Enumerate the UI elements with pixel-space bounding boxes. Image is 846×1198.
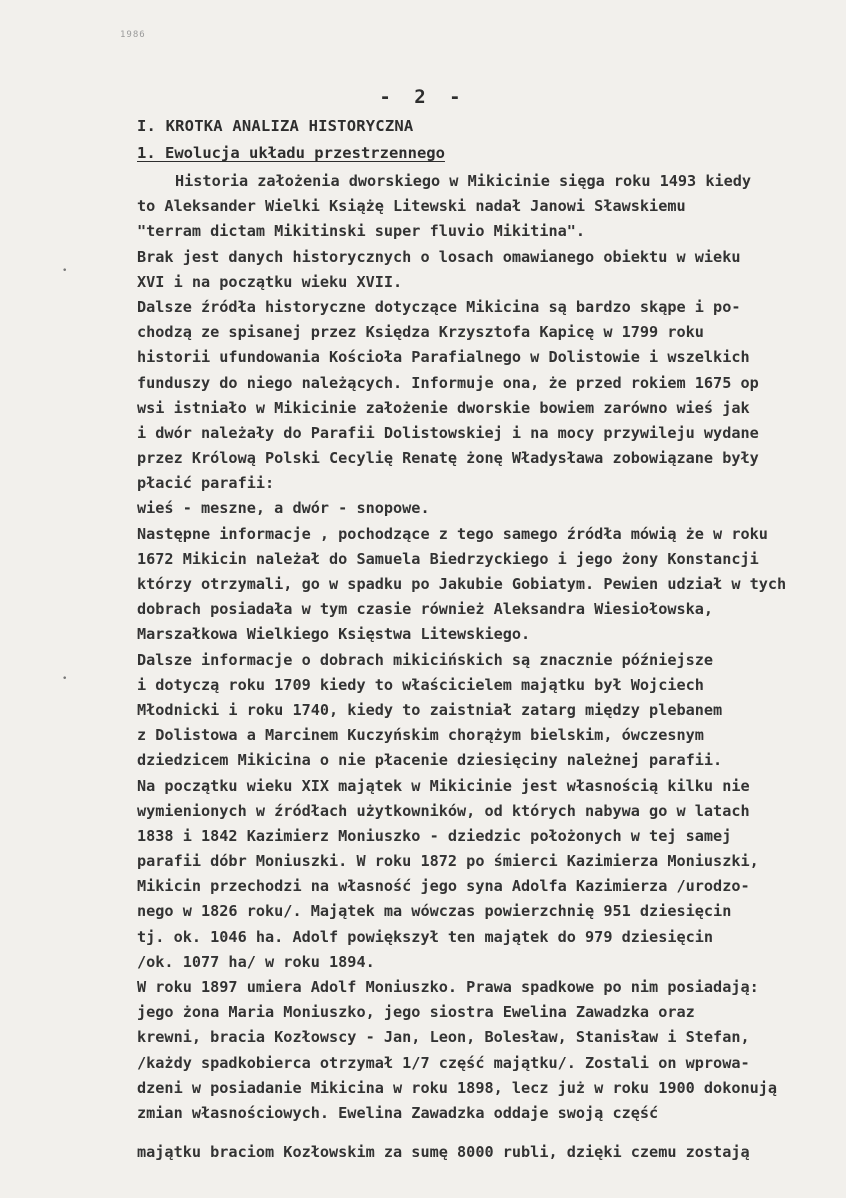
text-line: z Dolistowa a Marcinem Kuczyńskim chorążym bielskim, ówczesnym xyxy=(137,726,704,745)
margin-dot: • xyxy=(62,266,68,276)
text-line: 1838 i 1842 Kazimierz Moniuszko - dziedzic położonych w tej samej xyxy=(137,826,732,845)
text-line: /każdy spadkobierca otrzymał 1/7 część majątku/. Zostali on wprowa- xyxy=(137,1053,750,1072)
text-line: Na początku wieku XIX majątek w Mikicinie jest własnością kilku nie xyxy=(137,776,750,795)
text-line: tj. ok. 1046 ha. Adolf powiększył ten majątek do 979 dziesięcin xyxy=(137,927,714,946)
text-line: W roku 1897 umiera Adolf Moniuszko. Prawa spadkowe po nim posiadają: xyxy=(137,978,759,996)
text-line: Dalsze informacje o dobrach mikicińskich są znacznie późniejsze xyxy=(137,650,714,669)
text-line: nego w 1826 roku/. Majątek ma wówczas powierzchnię 951 dziesięcin xyxy=(137,902,732,921)
page-number: - 2 - xyxy=(379,86,467,108)
text-line: przez Królową Polski Cecylię Renatę żonę Władysława zobowiązane były xyxy=(137,449,759,468)
text-line: dziedzicem Mikicina o nie płacenie dziesięciny należnej parafii. xyxy=(137,751,723,770)
text-line: historii ufundowania Kościoła Parafialnego w Dolistowie i wszelkich xyxy=(137,348,750,367)
text-line: Mikicin przechodzi na własność jego syna Adolfa Kazimierza /urodzo- xyxy=(137,877,750,896)
text-line: płacić parafii: xyxy=(137,474,275,493)
section-heading: I. KROTKA ANALIZA HISTORYCZNA xyxy=(137,117,414,135)
text-line: parafii dóbr Moniuszki. W roku 1872 po śmierci Kazimierza Moniuszki, xyxy=(137,852,759,871)
text-line: krewni, bracia Kozłowscy - Jan, Leon, Bolesław, Stanisław i Stefan, xyxy=(137,1028,750,1047)
text-line: chodzą ze spisanej przez Księdza Krzysztofa Kapicę w 1799 roku xyxy=(137,323,704,342)
text-line: /ok. 1077 ha/ w roku 1894. xyxy=(137,952,375,971)
text-line: Brak jest danych historycznych o losach omawianego obiektu w wieku xyxy=(137,247,741,266)
text-line: XVI i na początku wieku XVII. xyxy=(137,272,403,291)
text-line: Dalsze źródła historyczne dotyczące Mikicina są bardzo skąpe i po- xyxy=(137,297,741,316)
text-line: funduszy do niego należących. Informuje ona, że przed rokiem 1675 op xyxy=(137,373,759,392)
document-body xyxy=(137,169,827,1165)
archive-stamp: 1986 xyxy=(120,30,146,40)
text-line: to Aleksander Wielki Książę Litewski nadał Janowi Sławskiemu xyxy=(137,197,686,216)
text-line: "terram dictam Mikitinski super fluvio Mikitina". xyxy=(137,222,586,241)
text-line: Marszałkowa Wielkiego Księstwa Litewskiego. xyxy=(137,625,531,644)
text-line: dzeni w posiadanie Mikicina w roku 1898, lecz już w roku 1900 dokonują xyxy=(137,1078,778,1097)
text-line: i dwór należały do Parafii Dolistowskiej i na mocy przywileju wydane xyxy=(137,423,759,442)
text-line: 1672 Mikicin należał do Samuela Biedrzyckiego i jego żony Konstancji xyxy=(137,549,759,568)
text-line: Młodnicki i roku 1740, kiedy to zaistniał zatarg między plebanem xyxy=(137,700,723,719)
text-line: jego żona Maria Moniuszko, jego siostra Ewelina Zawadzka oraz xyxy=(137,1003,695,1022)
text-line: wsi istniało w Mikicinie założenie dworskie bowiem zarówno wieś jak xyxy=(137,398,750,417)
margin-dot: • xyxy=(62,674,68,684)
text-line: wymienionych w źródłach użytkowników, od których nabywa go w latach xyxy=(137,801,750,820)
text-line: wieś - meszne, a dwór - snopowe. xyxy=(137,499,430,518)
text-line: którzy otrzymali, go w spadku po Jakubie Gobiatym. Pewien udział w tych xyxy=(137,575,787,593)
text-line: i dotyczą roku 1709 kiedy to właścicielem majątku był Wojciech xyxy=(137,675,704,694)
text-line: Następne informacje , pochodzące z tego samego źródła mówią że w roku xyxy=(137,524,768,543)
text-line: Historia założenia dworskiego w Mikicinie sięga roku 1493 kiedy xyxy=(175,172,752,190)
subsection-heading: 1. Ewolucja układu przestrzennego xyxy=(137,144,445,162)
text-line: zmian własnościowych. Ewelina Zawadzka oddaje swoją część xyxy=(137,1103,659,1122)
text-line: dobrach posiadała w tym czasie również Aleksandra Wiesiołowska, xyxy=(137,600,714,619)
text-line: majątku braciom Kozłowskim za sumę 8000 rubli, dzięki czemu zostają xyxy=(137,1143,750,1162)
